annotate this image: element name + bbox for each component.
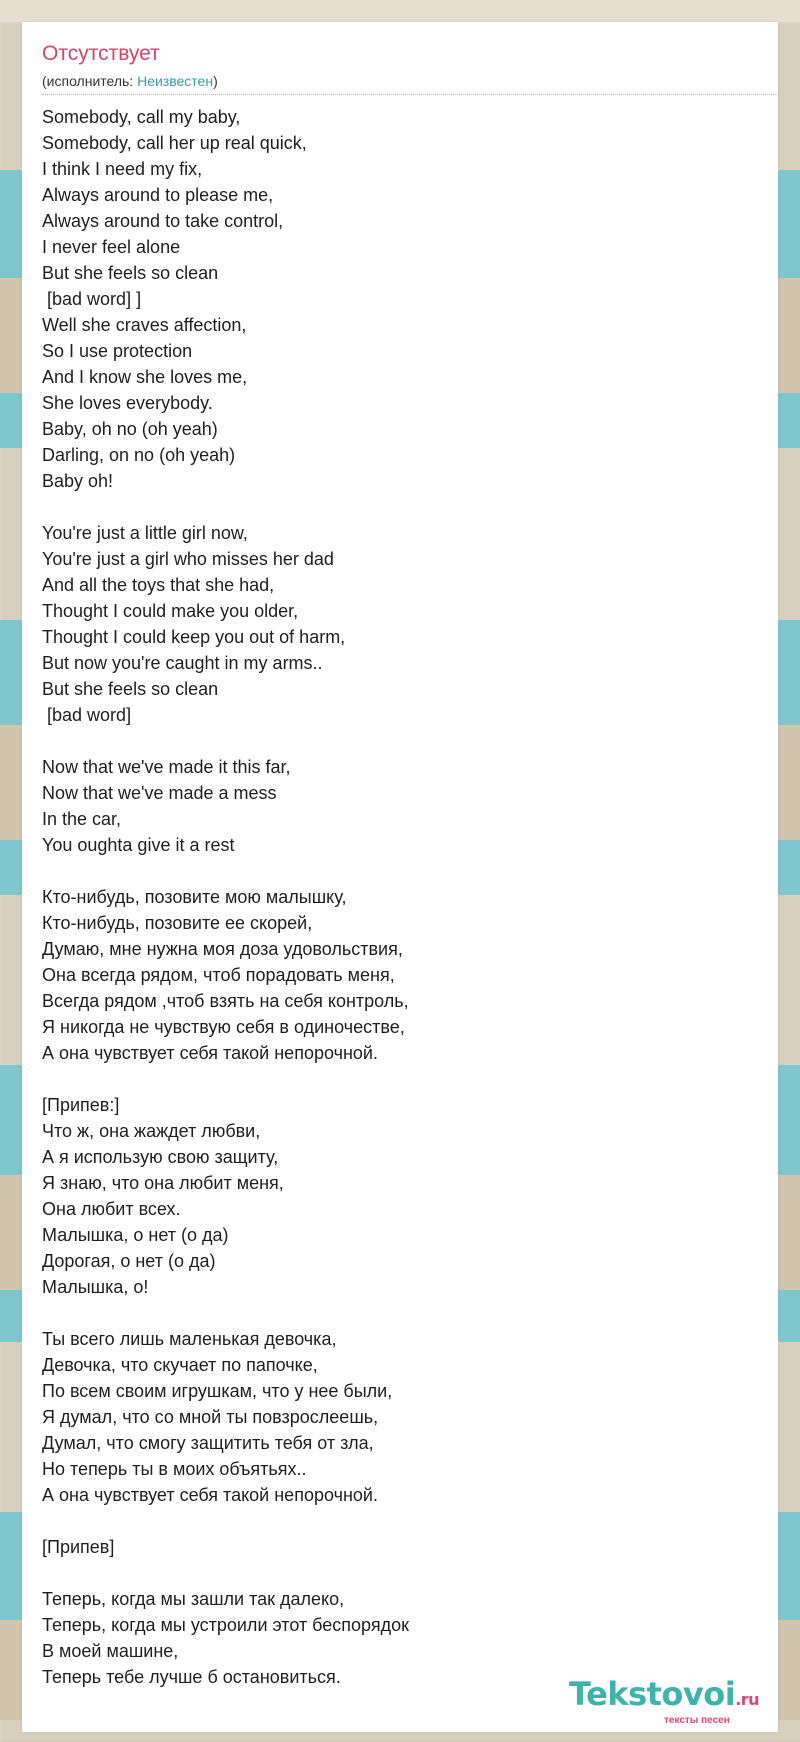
background-stripe [0, 0, 800, 22]
lyrics-card [22, 22, 778, 1732]
logo-name: Tekstovoi [569, 1675, 736, 1713]
artist-link[interactable]: Неизвестен [137, 73, 214, 89]
artist-suffix: ) [213, 73, 218, 89]
logo-tld: .ru [735, 1690, 760, 1709]
artist-line [42, 73, 218, 89]
lyrics-text: Somebody, call my baby, Somebody, call her up real quick, I think I need my fix, Always around to please me, Always around to take control, I never feel alone But she feels so clean [bad word] ] Well she craves affection, So I use protection And I know she loves me, She loves everybody. Baby, oh no (oh yeah) Darling, on no (oh yeah) Baby oh! You're just a little girl now, You're just a girl who misses her dad And all the toys that she had, Thought I could make you older, Thought I could keep you out of harm, But now you're caught in my arms.. But she feels so clean [bad word] Now that we've made it this far, Now that we've made a mess In the car, You oughta give it a rest Кто-нибудь, позовите мою малышку, Кто-нибудь, позовите ее скорей, Думаю, мне нужна моя доза удовольствия, Она всегда рядом, чтоб порадовать меня, Всегда рядом ,чтоб взять на себя контроль, Я никогда не чувствую себя в одиночестве, А она чувствует себя такой непорочной. [Припев:] Что ж, она жаждет любви, А я использую свою защиту, Я знаю, что она любит меня, Она любит всех. Малышка, о нет (о да) Дорогая, о нет (о да) Малышка, о! Ты всего лишь маленькая девочка, Девочка, что скучает по папочке, По всем своим игрушкам, что у нее были, Я думал, что со мной ты повзрослеешь, Думал, что смогу защитить тебя от зла, Но теперь ты в моих объятьях.. А она чувствует себя такой непорочной. [Припев] Теперь, когда мы зашли так далеко, Теперь, когда мы устроили этот беспорядок В моей машине, Теперь тебе лучше б остановиться. [42, 107, 410, 1687]
artist-prefix: (исполнитель: [42, 73, 138, 89]
site-logo[interactable] [569, 1676, 759, 1718]
song-title: Отсутствует [42, 42, 160, 65]
title-divider [42, 94, 778, 95]
logo-tagline: тексты песен [664, 1715, 730, 1726]
